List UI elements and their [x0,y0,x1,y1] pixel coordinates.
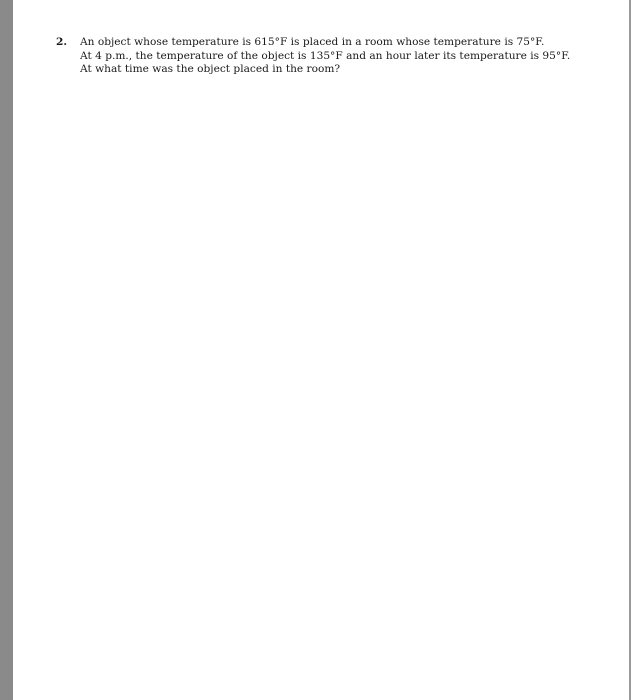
problem-number: 2. [56,36,68,48]
problem-line: At what time was the object placed in the room? [80,63,341,76]
problem-text [80,36,570,77]
problem-line: At 4 p.m., the temperature of the object is 135°F and an hour later its temperature is 95°F. [80,49,571,62]
problem-line: An object whose temperature is 615°F is placed in a room whose temperature is 75°F. [80,36,545,48]
viewer-left-gutter [0,0,13,700]
document-page [13,0,629,700]
